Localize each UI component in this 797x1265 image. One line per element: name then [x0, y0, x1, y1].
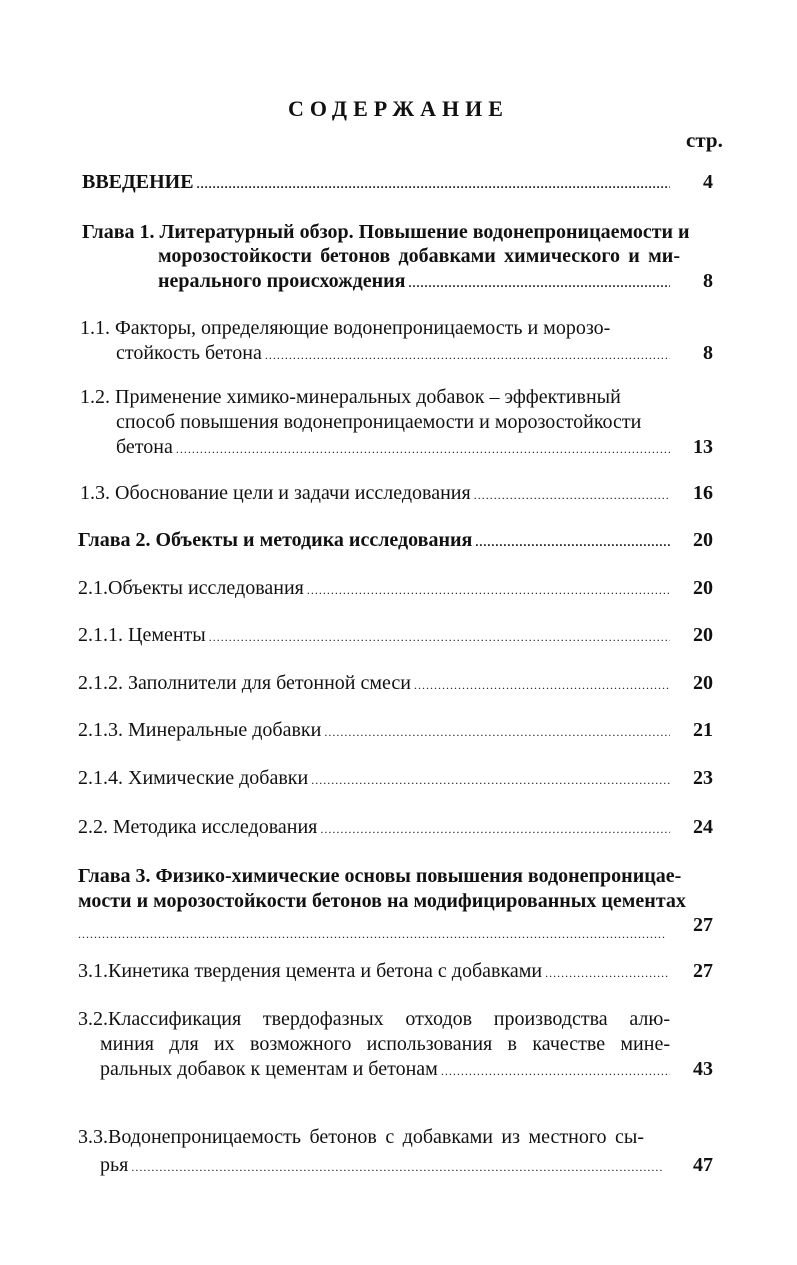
toc-entry-title: 2.1.2. Заполнители для бетонной смеси — [78, 672, 411, 694]
toc-page-number: 47 — [693, 1154, 713, 1176]
leader-dots — [475, 528, 670, 555]
toc-page-number: 20 — [693, 672, 713, 694]
toc-entry-line: Глава 1. Литературный обзор. Повышение водонепроницаемости и — [82, 221, 690, 243]
toc-entry-title: 2.1.1. Цементы — [78, 624, 206, 646]
toc-page-number: 13 — [693, 436, 713, 458]
leader-dots — [176, 435, 670, 462]
leader-dots — [209, 623, 670, 650]
page-title: СОДЕРЖАНИЕ — [288, 96, 509, 121]
toc-entry-title: 2.1.4. Химические добавки — [78, 767, 309, 789]
toc-page-number: 27 — [693, 960, 713, 982]
toc-page-number: 43 — [693, 1058, 713, 1080]
leader-dots — [409, 269, 671, 296]
toc-entry-line: 1.2. Применение химико-минеральных добавок – эффективный — [80, 386, 621, 408]
toc-entry-line: 1.1. Факторы, определяющие водонепроницаемость и морозо- — [80, 317, 611, 339]
leader-dots — [441, 1057, 670, 1084]
toc-page-number: 8 — [703, 270, 713, 292]
toc-entry-title: Глава 2. Объекты и методика исследования — [78, 529, 473, 551]
toc-entry-title: 2.1.3. Минеральные добавки — [78, 719, 322, 741]
toc-entry-title: 2.2. Методика исследования — [78, 816, 318, 838]
toc-page-number: 27 — [693, 914, 713, 936]
toc-page-number: 20 — [693, 529, 713, 551]
leader-dots — [307, 576, 670, 603]
toc-entry-line: 3.3.Водонепроницаемость бетонов с добавками из местного сы- — [78, 1126, 644, 1148]
leader-dots — [197, 170, 670, 197]
toc-page-number: 20 — [693, 624, 713, 646]
leader-dots — [311, 766, 670, 793]
leader-dots — [78, 920, 670, 947]
leader-dots — [545, 959, 670, 986]
toc-page-number: 4 — [703, 171, 713, 193]
leader-dots — [474, 481, 670, 508]
toc-entry-line: способ повышения водонепроницаемости и морозостойкости — [116, 411, 642, 433]
toc-page-number: 21 — [693, 719, 713, 741]
toc-entry-title: нерального происхождения — [158, 270, 406, 292]
toc-entry-title: 3.1.Кинетика твердения цемента и бетона с добавками — [78, 960, 543, 982]
toc-entry-line: 3.2.Классификация твердофазных отходов производства алю- — [78, 1008, 670, 1030]
toc-page-number: 23 — [693, 767, 713, 789]
leader-dots — [131, 1153, 664, 1180]
toc-page-number: 16 — [693, 482, 713, 504]
toc-entry-title: стойкость бетона — [116, 342, 262, 364]
toc-entry-line: миния для их возможного использования в качестве мине- — [100, 1033, 670, 1055]
toc-entry-line: мости и морозостойкости бетонов на модифицированных цементах — [78, 890, 686, 912]
toc-entry-title: ВВЕДЕНИЕ — [82, 171, 194, 193]
toc-page-number: 8 — [703, 342, 713, 364]
toc-entry-line: морозостойкости бетонов добавками химического и ми- — [158, 245, 680, 267]
toc-entry-line: Глава 3. Физико-химические основы повышения водонепроницае- — [78, 865, 682, 887]
leader-dots — [320, 815, 670, 842]
toc-entry-title: ральных добавок к цементам и бетонам — [100, 1058, 438, 1080]
leader-dots — [324, 718, 670, 745]
leader-dots — [265, 341, 670, 368]
toc-entry-title: рья — [100, 1154, 129, 1176]
toc-entry-title: бетона — [116, 436, 173, 458]
toc-page-number: 20 — [693, 577, 713, 599]
page-column-label: стр. — [686, 128, 723, 152]
toc-page-number: 24 — [693, 816, 713, 838]
toc-entry-title: 1.3. Обоснование цели и задачи исследования — [80, 482, 471, 504]
leader-dots — [414, 671, 670, 698]
toc-entry-title: 2.1.Объекты исследования — [78, 577, 304, 599]
